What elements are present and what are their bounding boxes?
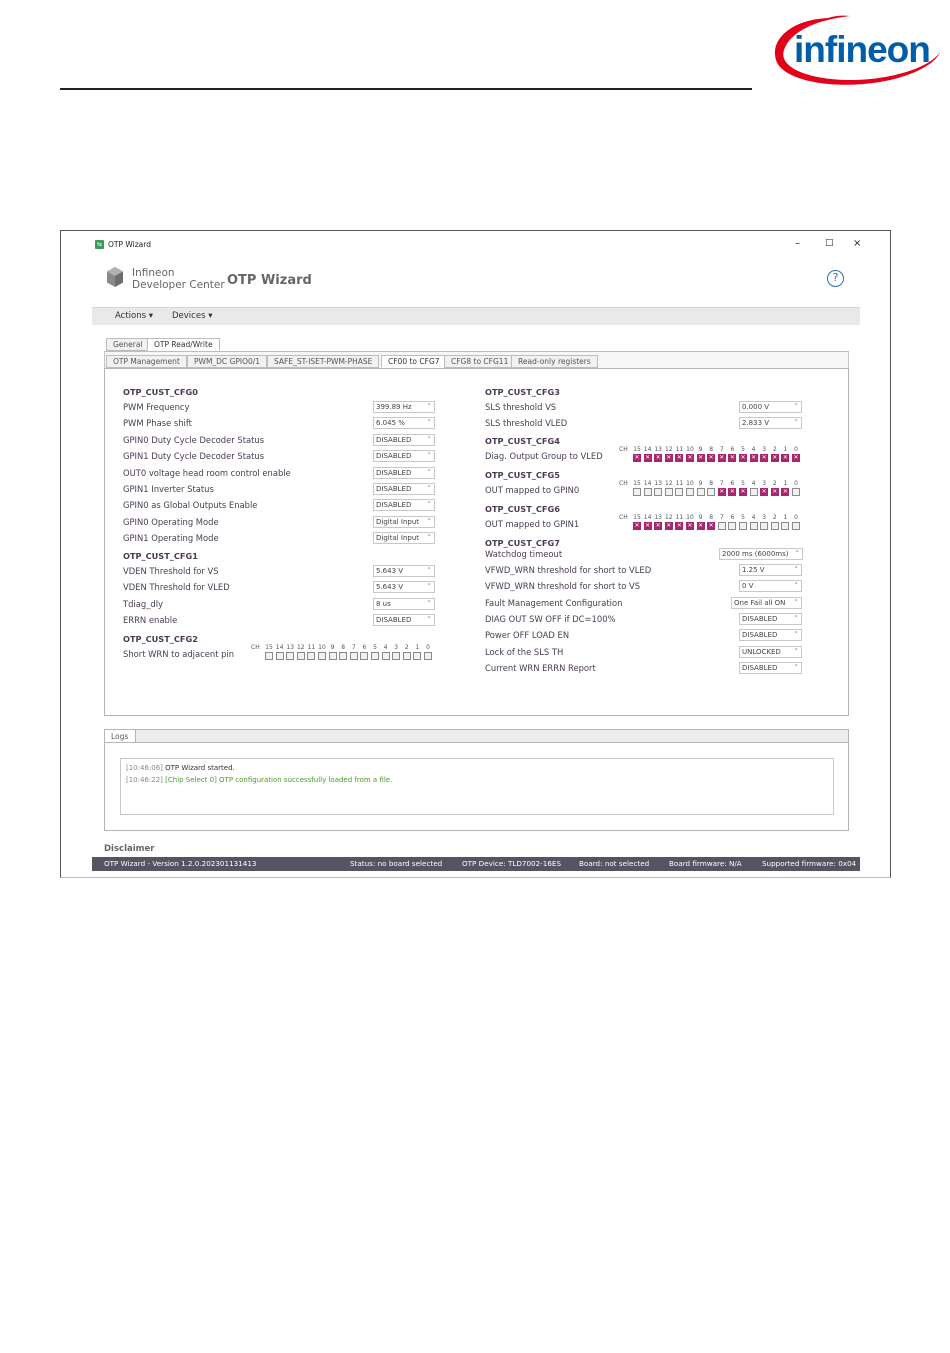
channel-number: 0	[426, 644, 430, 651]
cfg4-title: OTP_CUST_CFG4	[485, 436, 560, 446]
channel-checkbox[interactable]	[771, 522, 779, 530]
status-version: OTP Wizard - Version 1.2.0.202301131413	[104, 859, 257, 868]
cfg7-title: OTP_CUST_CFG7	[485, 538, 560, 548]
otp-wizard-window	[92, 237, 860, 871]
cfg5-title: OTP_CUST_CFG5	[485, 470, 560, 480]
channel-checkbox[interactable]	[707, 454, 715, 462]
channel-checkbox[interactable]	[760, 488, 768, 496]
channel-checkbox[interactable]	[665, 454, 673, 462]
cfg0-dropdown[interactable]: DISABLED ˅	[373, 434, 435, 446]
cfg7-label: DIAG OUT SW OFF if DC=100%	[485, 614, 616, 624]
cfg0-label: PWM Phase shift	[123, 418, 192, 429]
channel-number: 9	[330, 644, 335, 651]
channel-checkbox[interactable]	[718, 522, 726, 530]
channel-checkbox[interactable]	[654, 454, 662, 462]
tab-logs[interactable]: Logs	[105, 730, 136, 743]
ch-label: CH	[251, 644, 260, 651]
channel-checkbox[interactable]	[633, 454, 641, 462]
channel-checkbox[interactable]	[665, 522, 673, 530]
channel-number: 5	[741, 514, 745, 521]
cfg3-dropdown[interactable]: 2.833 V ˅	[739, 417, 802, 429]
log-text: OTP Wizard started.	[165, 764, 235, 772]
channel-number: 7	[719, 446, 724, 453]
channel-number: 3	[762, 514, 767, 521]
channel-checkbox[interactable]	[771, 488, 779, 496]
status-otp-device: OTP Device: TLD7002-16ES	[462, 859, 562, 868]
channel-number: 3	[394, 644, 399, 651]
channel-checkbox[interactable]	[697, 488, 705, 496]
cfg0-label: GPIN1 Inverter Status	[123, 484, 214, 494]
channel-number: 5	[741, 480, 745, 487]
channel-checkbox[interactable]	[297, 652, 305, 660]
cfg7-label: Fault Management Configuration	[485, 598, 623, 608]
channel-number: 1	[415, 644, 420, 651]
channel-number: 12	[664, 480, 673, 487]
app-name: OTP Wizard	[227, 273, 312, 288]
cfg3-label: SLS threshold VLED	[485, 418, 568, 429]
cfg7-dropdown[interactable]: 0 V ˅	[739, 580, 802, 592]
channel-number: 1	[783, 514, 788, 521]
cfg2-label: Short WRN to adjacent pin	[123, 649, 235, 659]
channel-checkbox[interactable]	[675, 454, 683, 462]
channel-number: 0	[794, 446, 798, 453]
channel-checkbox[interactable]	[686, 488, 694, 496]
channel-number: 11	[675, 446, 684, 453]
channel-number: 13	[654, 480, 662, 487]
status-board-selection: Status: no board selected	[350, 859, 443, 868]
channel-number: 2	[772, 514, 777, 521]
channel-number: 7	[719, 480, 724, 487]
channel-checkbox[interactable]	[307, 652, 315, 660]
question-circle-icon[interactable]: ?	[827, 270, 844, 287]
channel-number: 5	[741, 446, 745, 453]
log-text: [Chip Select 0] OTP configuration successfully loaded from a file.	[165, 776, 393, 784]
log-time: [10:46:06]	[126, 764, 163, 772]
cfg1-dropdown[interactable]: 5.643 V ˅	[373, 565, 435, 577]
subtab-pwm-dc-gpio[interactable]: PWM_DC GPIO0/1	[187, 355, 267, 368]
status-firmware: Board firmware: N/A	[669, 859, 742, 868]
channel-number: 15	[633, 446, 641, 453]
channel-number: 2	[772, 480, 777, 487]
log-line	[126, 764, 235, 772]
title-bar	[92, 237, 860, 252]
document-header-rule	[60, 88, 752, 90]
log-output[interactable]	[120, 758, 834, 815]
channel-number: 12	[296, 644, 305, 651]
cfg1-label: VDEN Threshold for VLED	[123, 582, 230, 593]
channel-number: 2	[404, 644, 409, 651]
channel-number: 10	[686, 446, 694, 453]
channel-checkbox[interactable]	[329, 652, 337, 660]
channel-checkbox[interactable]	[276, 652, 284, 660]
channel-checkbox[interactable]	[318, 652, 326, 660]
channel-checkbox[interactable]	[686, 522, 694, 530]
channel-checkbox[interactable]	[644, 522, 652, 530]
channel-checkbox[interactable]	[665, 488, 673, 496]
channel-number: 13	[286, 644, 294, 651]
cfg0-dropdown[interactable]: Digital Input ˅	[373, 516, 435, 528]
cfg1-dropdown[interactable]: 8 us ˅	[373, 598, 435, 610]
channel-checkbox[interactable]	[644, 454, 652, 462]
channel-checkbox[interactable]	[654, 488, 662, 496]
channel-checkbox[interactable]	[728, 522, 736, 530]
cfg1-title: OTP_CUST_CFG1	[123, 551, 198, 561]
channel-checkbox[interactable]	[265, 652, 273, 660]
channel-number: 13	[654, 514, 662, 521]
channel-checkbox[interactable]	[697, 522, 705, 530]
cfg7-label: Lock of the SLS TH	[485, 647, 564, 657]
cfg0-title: OTP_CUST_CFG0	[123, 387, 198, 397]
channel-checkbox[interactable]	[718, 488, 726, 496]
channel-number: 9	[698, 446, 703, 453]
channel-number: 11	[307, 644, 316, 651]
ch-label: CH	[619, 480, 628, 487]
channel-number: 6	[730, 514, 735, 521]
channel-number: 0	[794, 480, 798, 487]
cfg7-label: Watchdog timeout	[485, 549, 563, 559]
cfg0-label: GPIN0 Duty Cycle Decoder Status	[123, 434, 265, 445]
cfg0-dropdown[interactable]: DISABLED ˅	[373, 467, 435, 479]
channel-checkbox[interactable]	[750, 522, 758, 530]
channel-checkbox[interactable]	[739, 522, 747, 530]
channel-checkbox[interactable]	[760, 454, 768, 462]
channel-checkbox[interactable]	[424, 652, 432, 660]
ch-label: CH	[619, 446, 628, 453]
cfg0-dropdown[interactable]: 6.045 % ˅	[373, 417, 435, 429]
channel-checkbox[interactable]	[792, 454, 800, 462]
channel-number: 14	[643, 514, 652, 521]
channel-number: 3	[762, 446, 767, 453]
channel-checkbox[interactable]	[286, 652, 294, 660]
cfg7-dropdown[interactable]: One Fail all ON ˅	[731, 597, 802, 609]
channel-checkbox[interactable]	[382, 652, 390, 660]
cfg1-label: Tdiag_dly	[123, 598, 163, 609]
config-panel	[104, 368, 849, 716]
cfg7-dropdown[interactable]: UNLOCKED ˅	[739, 646, 802, 658]
channel-checkbox[interactable]	[739, 454, 747, 462]
subtab-read-only-registers[interactable]: Read-only registers	[511, 355, 598, 368]
minimize-button[interactable]: –	[795, 238, 800, 249]
status-board: Board: not selected	[579, 859, 650, 868]
log-time: [10:46:22]	[126, 776, 163, 784]
log-line	[126, 776, 392, 784]
channel-checkbox[interactable]	[739, 488, 747, 496]
channel-number: 6	[730, 446, 735, 453]
cfg7-label: Power OFF LOAD EN	[485, 630, 570, 640]
cfg7-dropdown[interactable]: 2000 ms (6000ms) ˅	[719, 548, 803, 560]
developer-center-logo-icon	[106, 266, 124, 288]
channel-number: 4	[751, 514, 756, 521]
channel-checkbox[interactable]	[728, 488, 736, 496]
cfg7-dropdown[interactable]: 1.25 V ˅	[739, 564, 802, 576]
channel-checkbox[interactable]	[413, 652, 421, 660]
ch-label: CH	[619, 514, 628, 521]
brand-line1: Infineon	[132, 267, 175, 279]
channel-checkbox[interactable]	[707, 488, 715, 496]
maximize-button[interactable]: □	[825, 238, 834, 248]
channel-number: 8	[341, 644, 346, 651]
disclaimer-link[interactable]: Disclaimer	[104, 844, 155, 854]
subtab-otp-management[interactable]: OTP Management	[106, 355, 187, 368]
channel-number: 7	[719, 514, 724, 521]
channel-checkbox[interactable]	[633, 488, 641, 496]
channel-checkbox[interactable]	[771, 454, 779, 462]
channel-checkbox[interactable]	[750, 454, 758, 462]
cfg0-dropdown[interactable]: 399.89 Hz ˅	[373, 401, 435, 413]
channel-number: 6	[362, 644, 367, 651]
svg-text:infineon: infineon	[794, 29, 930, 70]
cfg2-title: OTP_CUST_CFG2	[123, 634, 198, 644]
channel-number: 15	[633, 480, 641, 487]
cfg3-label: SLS threshold VS	[485, 402, 557, 412]
channel-checkbox[interactable]	[350, 652, 358, 660]
cfg1-label: ERRN enable	[123, 615, 178, 626]
channel-number: 2	[772, 446, 777, 453]
cfg7-dropdown[interactable]: DISABLED ˅	[739, 662, 802, 674]
cfg3-dropdown[interactable]: 0.000 V ˅	[739, 401, 802, 413]
channel-checkbox[interactable]	[792, 522, 800, 530]
channel-number: 15	[265, 644, 273, 651]
cfg7-label: VFWD_WRN threshold for short to VLED	[485, 565, 652, 575]
channel-number: 4	[751, 446, 756, 453]
cfg0-dropdown[interactable]: DISABLED ˅	[373, 483, 435, 495]
subtab-safe-st-iset[interactable]: SAFE_ST-ISET-PWM-PHASE	[267, 355, 379, 368]
infineon-logo	[770, 10, 942, 88]
cfg0-label: PWM Frequency	[123, 402, 190, 412]
channel-checkbox[interactable]	[760, 522, 768, 530]
channel-number: 4	[383, 644, 388, 651]
cfg0-dropdown[interactable]: DISABLED ˅	[373, 499, 435, 511]
cfg3-title: OTP_CUST_CFG3	[485, 387, 560, 397]
cfg0-dropdown[interactable]: Digital Input ˅	[373, 532, 435, 544]
cfg7-dropdown[interactable]: DISABLED ˅	[739, 629, 802, 641]
channel-number: 14	[643, 446, 652, 453]
cfg0-label: GPIN0 as Global Outputs Enable	[123, 500, 258, 511]
channel-checkbox[interactable]	[633, 522, 641, 530]
channel-checkbox[interactable]	[697, 454, 705, 462]
channel-number: 15	[633, 514, 641, 521]
channel-number: 6	[730, 480, 735, 487]
channel-number: 7	[351, 644, 356, 651]
window-title: OTP Wizard	[108, 240, 151, 249]
cfg6-label: OUT mapped to GPIN1	[485, 519, 580, 529]
cfg7-dropdown[interactable]: DISABLED ˅	[739, 613, 802, 625]
cfg4-label: Diag. Output Group to VLED	[485, 451, 603, 461]
channel-checkbox[interactable]	[792, 488, 800, 496]
cfg0-dropdown[interactable]: DISABLED ˅	[373, 450, 435, 462]
channel-number: 5	[373, 644, 377, 651]
channel-checkbox[interactable]	[750, 488, 758, 496]
channel-checkbox[interactable]	[781, 522, 789, 530]
menu-devices[interactable]: Devices ▾	[172, 311, 213, 321]
logs-panel	[104, 729, 849, 831]
channel-number: 12	[664, 446, 673, 453]
cfg6-title: OTP_CUST_CFG6	[485, 504, 560, 514]
subtab-cfg8-cfg11[interactable]: CFG8 to CFG11	[444, 355, 515, 368]
channel-number: 3	[762, 480, 767, 487]
cfg1-dropdown[interactable]: DISABLED ˅	[373, 614, 435, 626]
channel-checkbox[interactable]	[392, 652, 400, 660]
channel-number: 1	[783, 480, 788, 487]
status-bar	[92, 857, 860, 871]
channel-checkbox[interactable]	[360, 652, 368, 660]
channel-number: 10	[686, 514, 694, 521]
tab-otp-read-write[interactable]: OTP Read/Write	[147, 338, 220, 351]
channel-checkbox[interactable]	[675, 522, 683, 530]
channel-checkbox[interactable]	[781, 488, 789, 496]
channel-number: 8	[709, 480, 714, 487]
close-button[interactable]: ×	[853, 238, 862, 249]
channel-number: 9	[698, 514, 703, 521]
brand-line2: Developer Center	[132, 279, 225, 291]
app-icon: ⇆	[96, 241, 103, 248]
status-supported-firmware: Supported firmware: 0x04	[762, 859, 857, 868]
channel-number: 14	[275, 644, 284, 651]
channel-number: 8	[709, 446, 714, 453]
cfg7-label: Current WRN ERRN Report	[485, 663, 596, 673]
menu-actions[interactable]: Actions ▾	[115, 311, 154, 321]
cfg1-dropdown[interactable]: 5.643 V ˅	[373, 581, 435, 593]
cfg1-label: VDEN Threshold for VS	[123, 566, 219, 576]
channel-number: 11	[675, 480, 684, 487]
channel-number: 14	[643, 480, 652, 487]
channel-number: 13	[654, 446, 662, 453]
channel-number: 4	[751, 480, 756, 487]
channel-number: 12	[664, 514, 673, 521]
subtab-cf00-cfg7[interactable]: CF00 to CFG7	[381, 355, 447, 368]
channel-checkbox[interactable]	[371, 652, 379, 660]
menu-bar	[92, 307, 860, 325]
channel-checkbox[interactable]	[339, 652, 347, 660]
channel-number: 9	[698, 480, 703, 487]
channel-checkbox[interactable]	[781, 454, 789, 462]
channel-number: 8	[709, 514, 714, 521]
channel-checkbox[interactable]	[718, 454, 726, 462]
tab-general[interactable]: General	[106, 338, 150, 351]
channel-checkbox[interactable]	[728, 454, 736, 462]
cfg0-label: GPIN0 Operating Mode	[123, 516, 219, 527]
channel-number: 10	[686, 480, 694, 487]
channel-number: 1	[783, 446, 788, 453]
channel-checkbox[interactable]	[675, 488, 683, 496]
channel-number: 11	[675, 514, 684, 521]
channel-checkbox[interactable]	[686, 454, 694, 462]
channel-checkbox[interactable]	[654, 522, 662, 530]
logs-tab-strip	[136, 730, 848, 743]
cfg0-label: GPIN1 Operating Mode	[123, 533, 219, 544]
channel-checkbox[interactable]	[707, 522, 715, 530]
cfg0-label: OUT0 voltage head room control enable	[123, 467, 291, 478]
channel-number: 0	[794, 514, 798, 521]
cfg0-label: GPIN1 Duty Cycle Decoder Status	[123, 451, 265, 462]
channel-number: 10	[318, 644, 326, 651]
cfg5-label: OUT mapped to GPIN0	[485, 485, 580, 495]
cfg7-label: VFWD_WRN threshold for short to VS	[485, 581, 641, 591]
channel-checkbox[interactable]	[403, 652, 411, 660]
channel-checkbox[interactable]	[644, 488, 652, 496]
